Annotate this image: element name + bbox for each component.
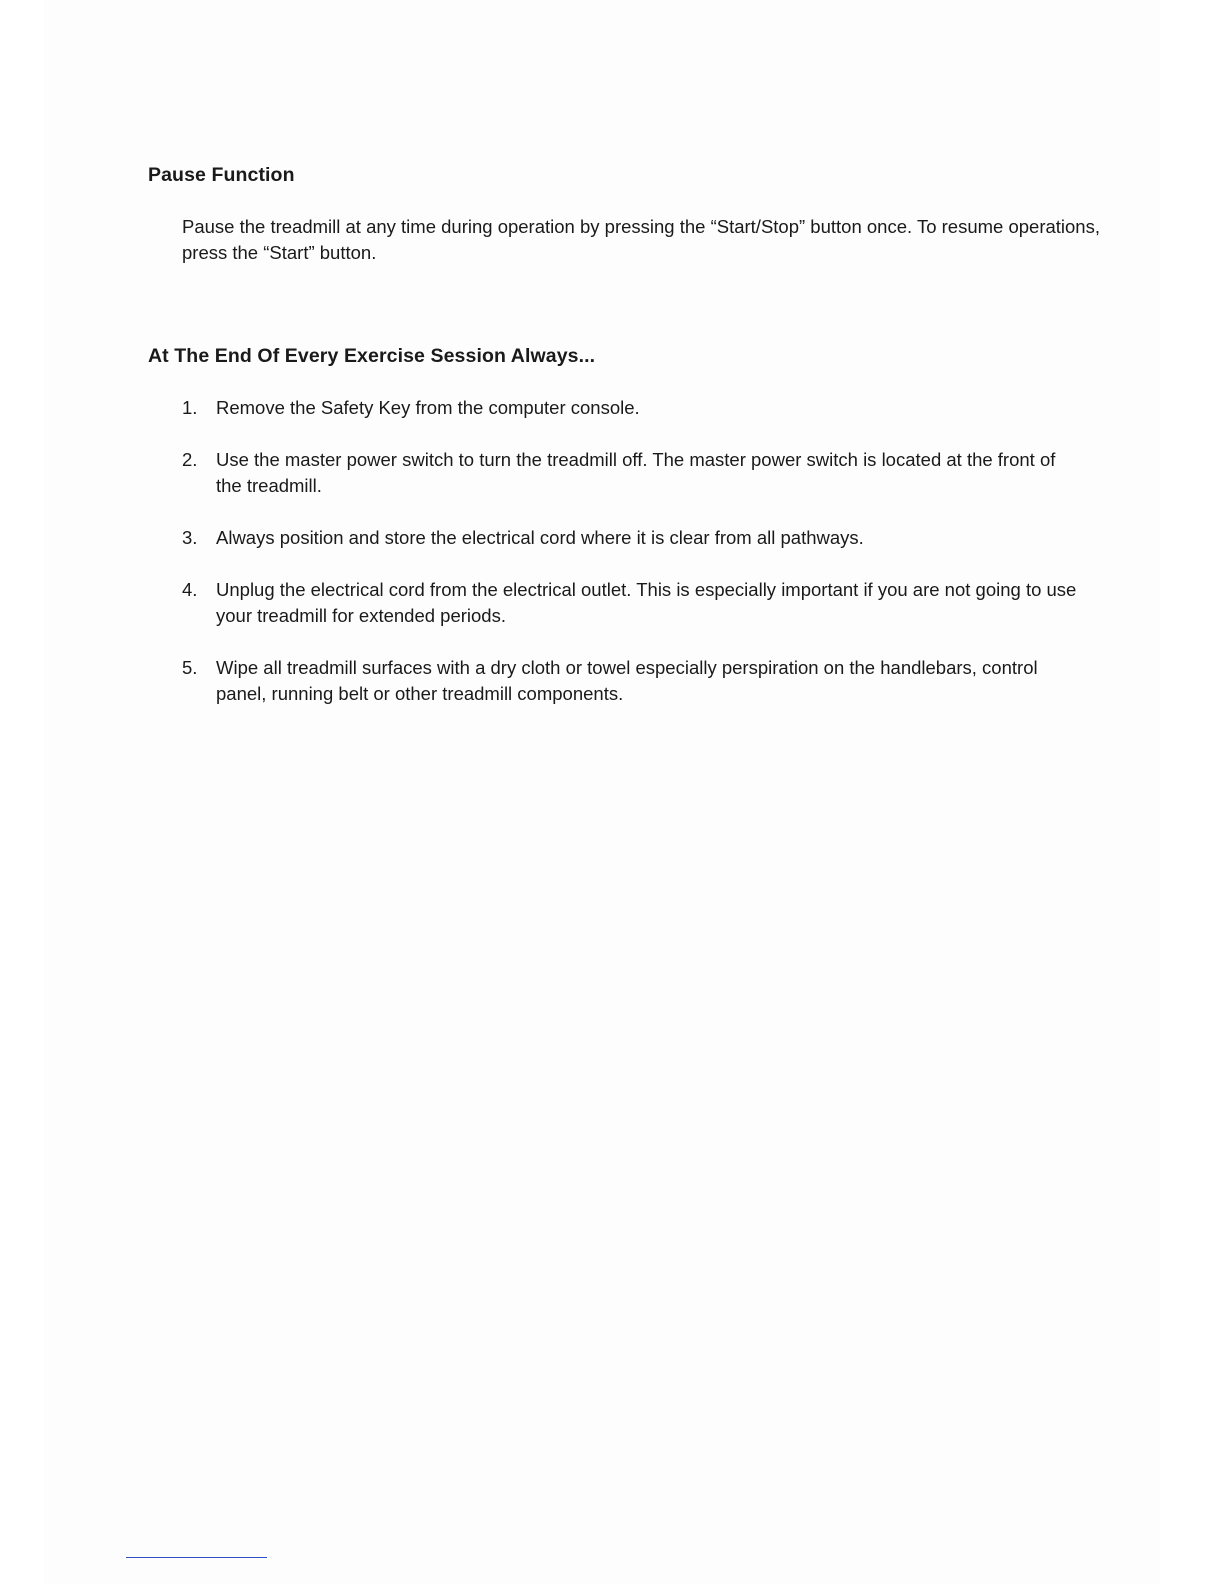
step-number: 5.	[182, 657, 198, 678]
step-text: Wipe all treadmill surfaces with a dry cloth or towel especially perspiration on the handlebars, control panel, running belt or other treadmill components.	[216, 657, 1038, 704]
list-item	[182, 447, 1082, 499]
step-text: Use the master power switch to turn the treadmill off. The master power switch is located at the front of the treadmill.	[216, 449, 1056, 496]
list-item	[182, 577, 1082, 629]
step-text: Always position and store the electrical cord where it is clear from all pathways.	[216, 527, 864, 548]
step-number: 3.	[182, 527, 198, 548]
end-of-session-heading: At The End Of Every Exercise Session Always...	[148, 345, 596, 367]
pause-function-heading: Pause Function	[148, 164, 295, 186]
list-item	[182, 525, 1082, 551]
footer-divider	[126, 1557, 267, 1558]
pause-function-body: Pause the treadmill at any time during operation by pressing the “Start/Stop” button once. To resume operations, press the “Start” button.	[182, 216, 1100, 263]
list-item	[182, 655, 1082, 707]
list-item	[182, 395, 1082, 421]
end-of-session-steps	[182, 395, 1082, 733]
step-text: Unplug the electrical cord from the electrical outlet. This is especially important if you are not going to use your treadmill for extended periods.	[216, 579, 1077, 626]
step-number: 4.	[182, 579, 198, 600]
step-number: 2.	[182, 449, 198, 470]
step-number: 1.	[182, 397, 198, 418]
step-text: Remove the Safety Key from the computer console.	[216, 397, 640, 418]
